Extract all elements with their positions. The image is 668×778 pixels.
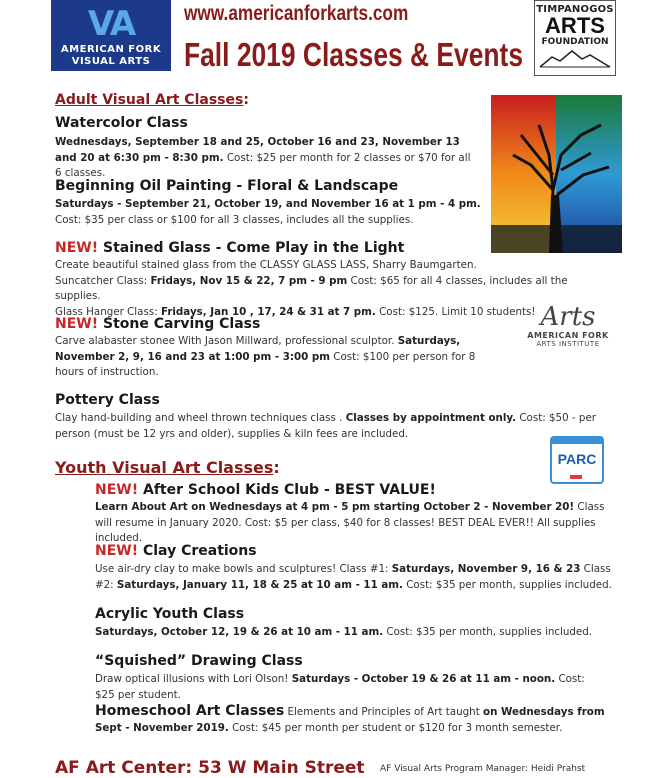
va-logo-line1: AMERICAN FORK: [60, 44, 162, 55]
tf-logo-line2: ARTS: [545, 13, 605, 38]
page-title: Fall 2019 Classes & Events: [184, 36, 523, 73]
kids-club-desc: Learn About Art on Wednesdays at 4 pm - 5 pm starting October 2 - November 20! Class will resume in January 2020. Cost: $5 per class, $40 for 8 classes! BEST DEAL EVER!! All supplies included.: [95, 501, 605, 544]
homeschool-desc: Homeschool Art Classes Elements and Principles of Art taught on Wednesdays from Sept - November 2019. Cost: $45 per month per student or $120 for 3 month semester.: [95, 703, 605, 734]
acrylic-youth-title: Acrylic Youth Class: [95, 606, 245, 622]
kids-club-title: NEW! After School Kids Club - BEST VALUE!: [95, 482, 436, 498]
adult-classes-heading: Adult Visual Art Classes:: [55, 92, 249, 108]
parc-logo: [550, 436, 604, 484]
art-center-address: AF Art Center: 53 W Main Street: [55, 758, 365, 778]
acrylic-youth-desc: Saturdays, October 12, 19 & 26 at 10 am - 11 am. Cost: $35 per month, supplies included.: [95, 626, 593, 638]
timpanogos-arts-foundation-logo: [534, 0, 616, 76]
oil-painting-desc: Saturdays - September 21, October 19, and November 16 at 1 pm - 4 pm. Cost: $35 per class or $100 for all 3 classes, includes all the supplies.: [55, 198, 481, 226]
watercolor-title: Watercolor Class: [55, 115, 188, 131]
oil-painting-title: Beginning Oil Painting - Floral & Landscape: [55, 178, 399, 194]
pottery-title: Pottery Class: [55, 392, 160, 408]
program-manager-note: AF Visual Arts Program Manager: Heidi Prahst: [380, 764, 586, 774]
clay-creations-title: NEW! Clay Creations: [95, 543, 257, 559]
tree-painting-image: [491, 95, 622, 253]
american-fork-visual-arts-logo: [51, 0, 171, 71]
stone-carving-title: NEW! Stone Carving Class: [55, 316, 261, 332]
squished-drawing-desc: Draw optical illusions with Lori Olson! Saturdays - October 19 & 26 at 11 am - noon. Cost: $25 per student.: [95, 673, 585, 701]
stained-glass-title: NEW! Stained Glass - Come Play in the Light: [55, 240, 405, 256]
mountain-icon: [538, 47, 612, 69]
tf-logo-line3: FOUNDATION: [541, 37, 609, 47]
afai-line1: AMERICAN FORK: [527, 331, 609, 340]
american-fork-arts-institute-logo: [522, 303, 614, 367]
afai-line2: ARTS INSTITUTE: [536, 340, 600, 348]
homeschool-title: Homeschool Art Classes: [95, 703, 285, 719]
va-logo-line2: VISUAL ARTS: [71, 56, 151, 67]
stone-carving-desc: Carve alabaster stonee With Jason Millward, professional sculptor. Saturdays, November 2, 9, 16 and 23 at 1:00 pm - 3:00 pm Cost: $100 per person for 8 hours of instruction.: [55, 335, 476, 378]
site-url-link[interactable]: www.americanforkarts.com: [184, 2, 409, 25]
afai-script: Arts: [540, 302, 596, 332]
youth-classes-heading: Youth Visual Art Classes:: [55, 458, 280, 477]
watercolor-desc: Wednesdays, September 18 and 25, October 16 and 23, November 13 and 20 at 6:30 pm - 8:30 pm. Cost: $25 per month for 2 classes or $70 for all 6 classes.: [55, 136, 471, 179]
clay-creations-desc: Use air-dry clay to make bowls and sculptures! Class #1: Saturdays, November 9, 16 & 23 Class #2: Saturdays, January 11, 18 & 25 at 10 am - 11 am. Cost: $35 per month, supplies included.: [95, 563, 612, 591]
squished-drawing-title: “Squished” Drawing Class: [95, 653, 303, 669]
parc-logo-text: PARC: [557, 451, 597, 467]
stained-glass-desc: Create beautiful stained glass from the CLASSY GLASS LASS, Sharry Baumgarten. Suncatcher Class: Fridays, Nov 15 & 22, 7 pm - 9 pm Cost: $65 for all 4 classes, includes all the supplies. Glass Hanger Class: Fridays, Jan 10 , 17, 24 & 31 at 7 pm. Cost: $125. Limit 10 students!: [55, 259, 568, 318]
va-logo-mark: VA: [87, 4, 135, 44]
pottery-desc: Clay hand-building and wheel thrown techniques class . Classes by appointment only. Cost: $50 - per person (must be 12 yrs and older), supplies & kiln fees are included.: [55, 412, 597, 440]
tf-logo-line1: TIMPANOGOS: [536, 4, 614, 15]
